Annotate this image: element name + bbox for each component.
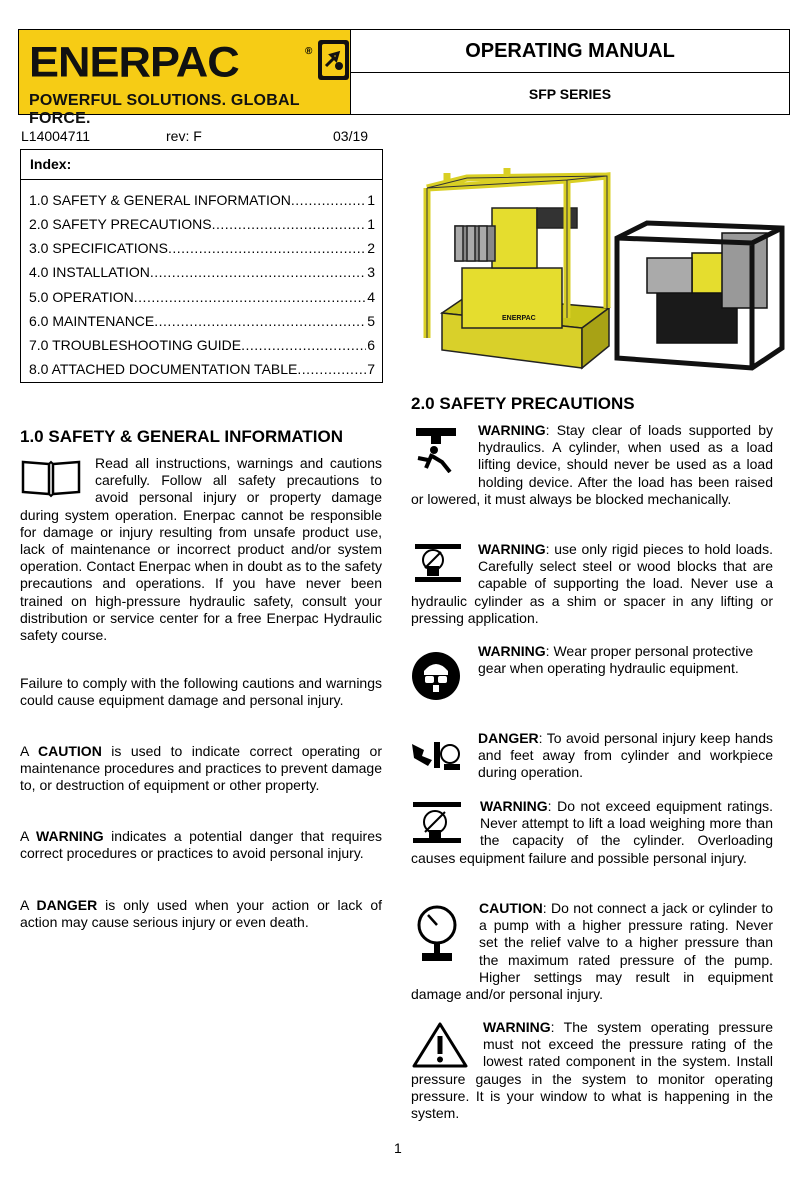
section1-failure: Failure to comply with the following cautions and warnings could cause equipment damage and personal injury.	[20, 675, 382, 709]
index-item[interactable]: 2.0 SAFETY PRECAUTIONS ..... 1	[29, 215, 375, 233]
svg-text:ENERPAC: ENERPAC	[502, 315, 536, 322]
danger-hands-feet: DANGER: To avoid personal injury keep hands and feet away from cylinder and workpiece during operation.	[478, 730, 773, 781]
section1-intro: Read all instructions, warnings and cautions carefully. Follow all safety precautions to avoid personal injury or property damage during system operation. Enerpac cannot be responsible for damage or injury resulting from unsafe product use, lack of maintenance or incorrect product and/or system operation. Contact Enerpac when in doubt as to the safety precautions and operations. If you have never been trained on high-pressure hydraulic safety, consult your distribution or service center for a free Enerpac Hydraulic safety course.	[20, 455, 382, 644]
brand-wordmark: ENERPAC	[29, 37, 239, 86]
index-heading: Index:	[21, 150, 382, 180]
section2-heading: 2.0 SAFETY PRECAUTIONS	[411, 394, 635, 413]
warning-stay-clear: WARNING: Stay clear of loads supported by hydraulics. A cylinder, when used as a load lifting device, should never be used as a load holding device. After the load has been raised or lowered, it must always be blocked mechanically.	[411, 422, 773, 507]
product-illustration	[407, 168, 791, 378]
enerpac-emblem-icon	[317, 39, 350, 81]
page-number: 1	[394, 1140, 402, 1156]
warning-definition: A WARNING indicates a potential danger that requires correct procedures or practices to avoid personal injury.	[20, 828, 382, 862]
warning-protective-gear: WARNING: Wear proper personal protective gear when operating hydraulic equipment.	[478, 643, 754, 677]
warning-system-pressure: WARNING: The system operating pressure must not exceed the pressure rating of the lowest rated component in the system. Install pressure gauges in the system to monitor operating pressure. It is your window to what is happening in the system.	[411, 1019, 773, 1122]
index-item[interactable]: 8.0 ATTACHED DOCUMENTATION TABLE ..... 7	[29, 360, 375, 378]
revision: rev: F	[166, 128, 202, 144]
protective-gear-icon	[411, 651, 461, 701]
date: 03/19	[333, 128, 369, 144]
small-power-unit	[617, 223, 782, 368]
index-item[interactable]: 6.0 MAINTENANCE ..... 5	[29, 312, 375, 330]
enerpac-logo: ENERPAC ® POWERFUL SOLUTIONS. GLOBAL FORCE.	[19, 30, 351, 114]
index-item[interactable]: 3.0 SPECIFICATIONS ..... 2	[29, 239, 375, 257]
hand-hazard-icon	[410, 736, 462, 774]
index-item[interactable]: 4.0 INSTALLATION ..... 3	[29, 263, 375, 281]
large-power-unit	[427, 168, 609, 368]
danger-definition: A DANGER is only used when your action or lack of action may cause serious injury or even death.	[20, 897, 382, 931]
warning-ratings: WARNING: Do not exceed equipment ratings. Never attempt to lift a load weighing more than the capacity of the cylinder. Overloading causes equipment failure and possible personal injury.	[411, 798, 773, 866]
caution-definition: A CAUTION is used to indicate correct operating or maintenance procedures and practices to prevent damage to, or destruction of equipment or other property.	[20, 743, 382, 794]
series-label: SFP SERIES	[528, 85, 612, 102]
index-item[interactable]: 7.0 TROUBLESHOOTING GUIDE ..... 6	[29, 336, 375, 354]
index-item[interactable]: 5.0 OPERATION ..... 4	[29, 288, 375, 306]
index-item[interactable]: 1.0 SAFETY & GENERAL INFORMATION ..... 1	[29, 191, 375, 209]
brand-tagline: POWERFUL SOLUTIONS. GLOBAL FORCE.	[29, 92, 300, 127]
document-header	[18, 29, 790, 127]
manual-title: OPERATING MANUAL	[351, 30, 789, 73]
document-number: L14004711	[21, 128, 91, 144]
index-box	[20, 149, 383, 383]
warning-rigid-pieces: WARNING: use only rigid pieces to hold loads. Carefully select steel or wood blocks that are capable of supporting the load. Never use a hydraulic cylinder as a shim or spacer in any lifting or pressing application.	[411, 541, 773, 626]
caution-pressure-rating: CAUTION: Do not connect a jack or cylinder to a pump with a higher pressure rating. Never set the relief valve to a higher pressure than the maximum rated pressure of the pump. Higher settings may result in equipment damage and/or personal injury.	[411, 900, 773, 1003]
section1-heading: 1.0 SAFETY & GENERAL INFORMATION	[20, 427, 344, 446]
